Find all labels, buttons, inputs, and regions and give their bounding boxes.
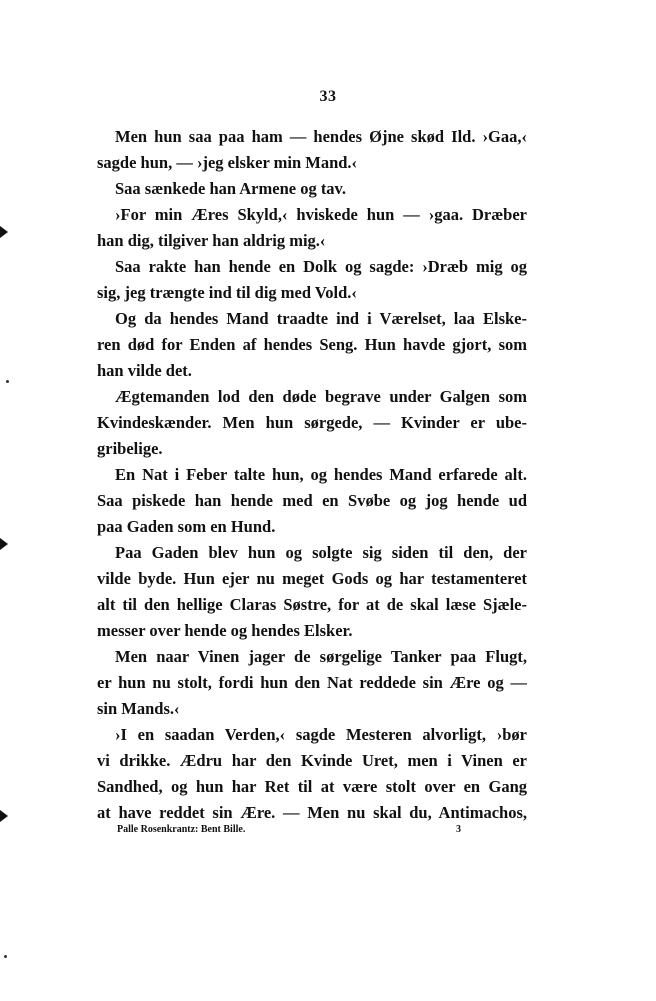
text-line: er hun nu stolt, fordi hun den Nat reddede sin Ære og — xyxy=(97,673,527,692)
printer-signature-line xyxy=(117,822,517,838)
text-line: han vilde det. xyxy=(97,361,192,380)
text-line: Men naar Vinen jager de sørgelige Tanker paa Flugt, xyxy=(115,647,527,666)
text-line: gribelige. xyxy=(97,439,163,458)
page-number: 33 xyxy=(319,88,337,105)
text-line: Kvindeskænder. Men hun sørgede, — Kvinder er ube- xyxy=(97,413,527,432)
text-line: sin Mands.‹ xyxy=(97,699,180,718)
text-line: han dig, tilgiver han aldrig mig.‹ xyxy=(97,231,326,250)
text-line: Men hun saa paa ham — hendes Øjne skød Ild. ›Gaa,‹ xyxy=(115,127,527,146)
text-line: Saa rakte han hende en Dolk og sagde: ›Dræb mig og xyxy=(115,257,527,276)
text-line: Ægtemanden lod den døde begrave under Galgen som xyxy=(115,387,527,406)
text-line: vilde byde. Hun ejer nu meget Gods og har testamenteret xyxy=(97,569,527,588)
text-line: Saa piskede han hende med en Svøbe og jog hende ud xyxy=(97,491,527,510)
text-line: paa Gaden som en Hund. xyxy=(97,517,276,536)
text-line: ›I en saadan Verden,‹ sagde Mesteren alvorligt, ›bør xyxy=(115,725,527,744)
body-text xyxy=(97,124,527,826)
text-line: sagde hun, — ›jeg elsker min Mand.‹ xyxy=(97,153,358,172)
text-line: Saa sænkede han Armene og tav. xyxy=(115,179,347,198)
margin-scan-mark xyxy=(0,226,8,238)
text-line: messer over hende og hendes Elsker. xyxy=(97,621,353,640)
margin-scan-mark xyxy=(0,538,8,550)
text-line: vi drikke. Ædru har den Kvinde Uret, men i Vinen er xyxy=(97,751,527,770)
margin-scan-dot xyxy=(4,955,7,958)
text-line: En Nat i Feber talte hun, og hendes Mand erfarede alt. xyxy=(115,465,527,484)
text-line: at have reddet sin Ære. — Men nu skal du, Antimachos, xyxy=(97,803,527,822)
text-line: Sandhed, og hun har Ret til at være stolt over en Gang xyxy=(97,777,527,796)
margin-scan-dot xyxy=(6,380,9,383)
text-line: sig, jeg trængte ind til dig med Vold.‹ xyxy=(97,283,357,302)
text-line: ›For min Æres Skyld,‹ hviskede hun — ›gaa. Dræber xyxy=(115,205,527,224)
text-line: alt til den hellige Claras Søstre, for at de skal læse Sjæle- xyxy=(97,595,527,614)
signature-author-title: Palle Rosenkrantz: Bent Bille. xyxy=(117,824,246,835)
text-line: Paa Gaden blev hun og solgte sig siden til den, der xyxy=(115,543,527,562)
text-line: ren død for Enden af hendes Seng. Hun havde gjort, som xyxy=(97,335,527,354)
text-line: Og da hendes Mand traadte ind i Værelset, laa Elske- xyxy=(115,309,527,328)
signature-sheet-number: 3 xyxy=(456,824,461,835)
margin-scan-mark xyxy=(0,810,8,822)
